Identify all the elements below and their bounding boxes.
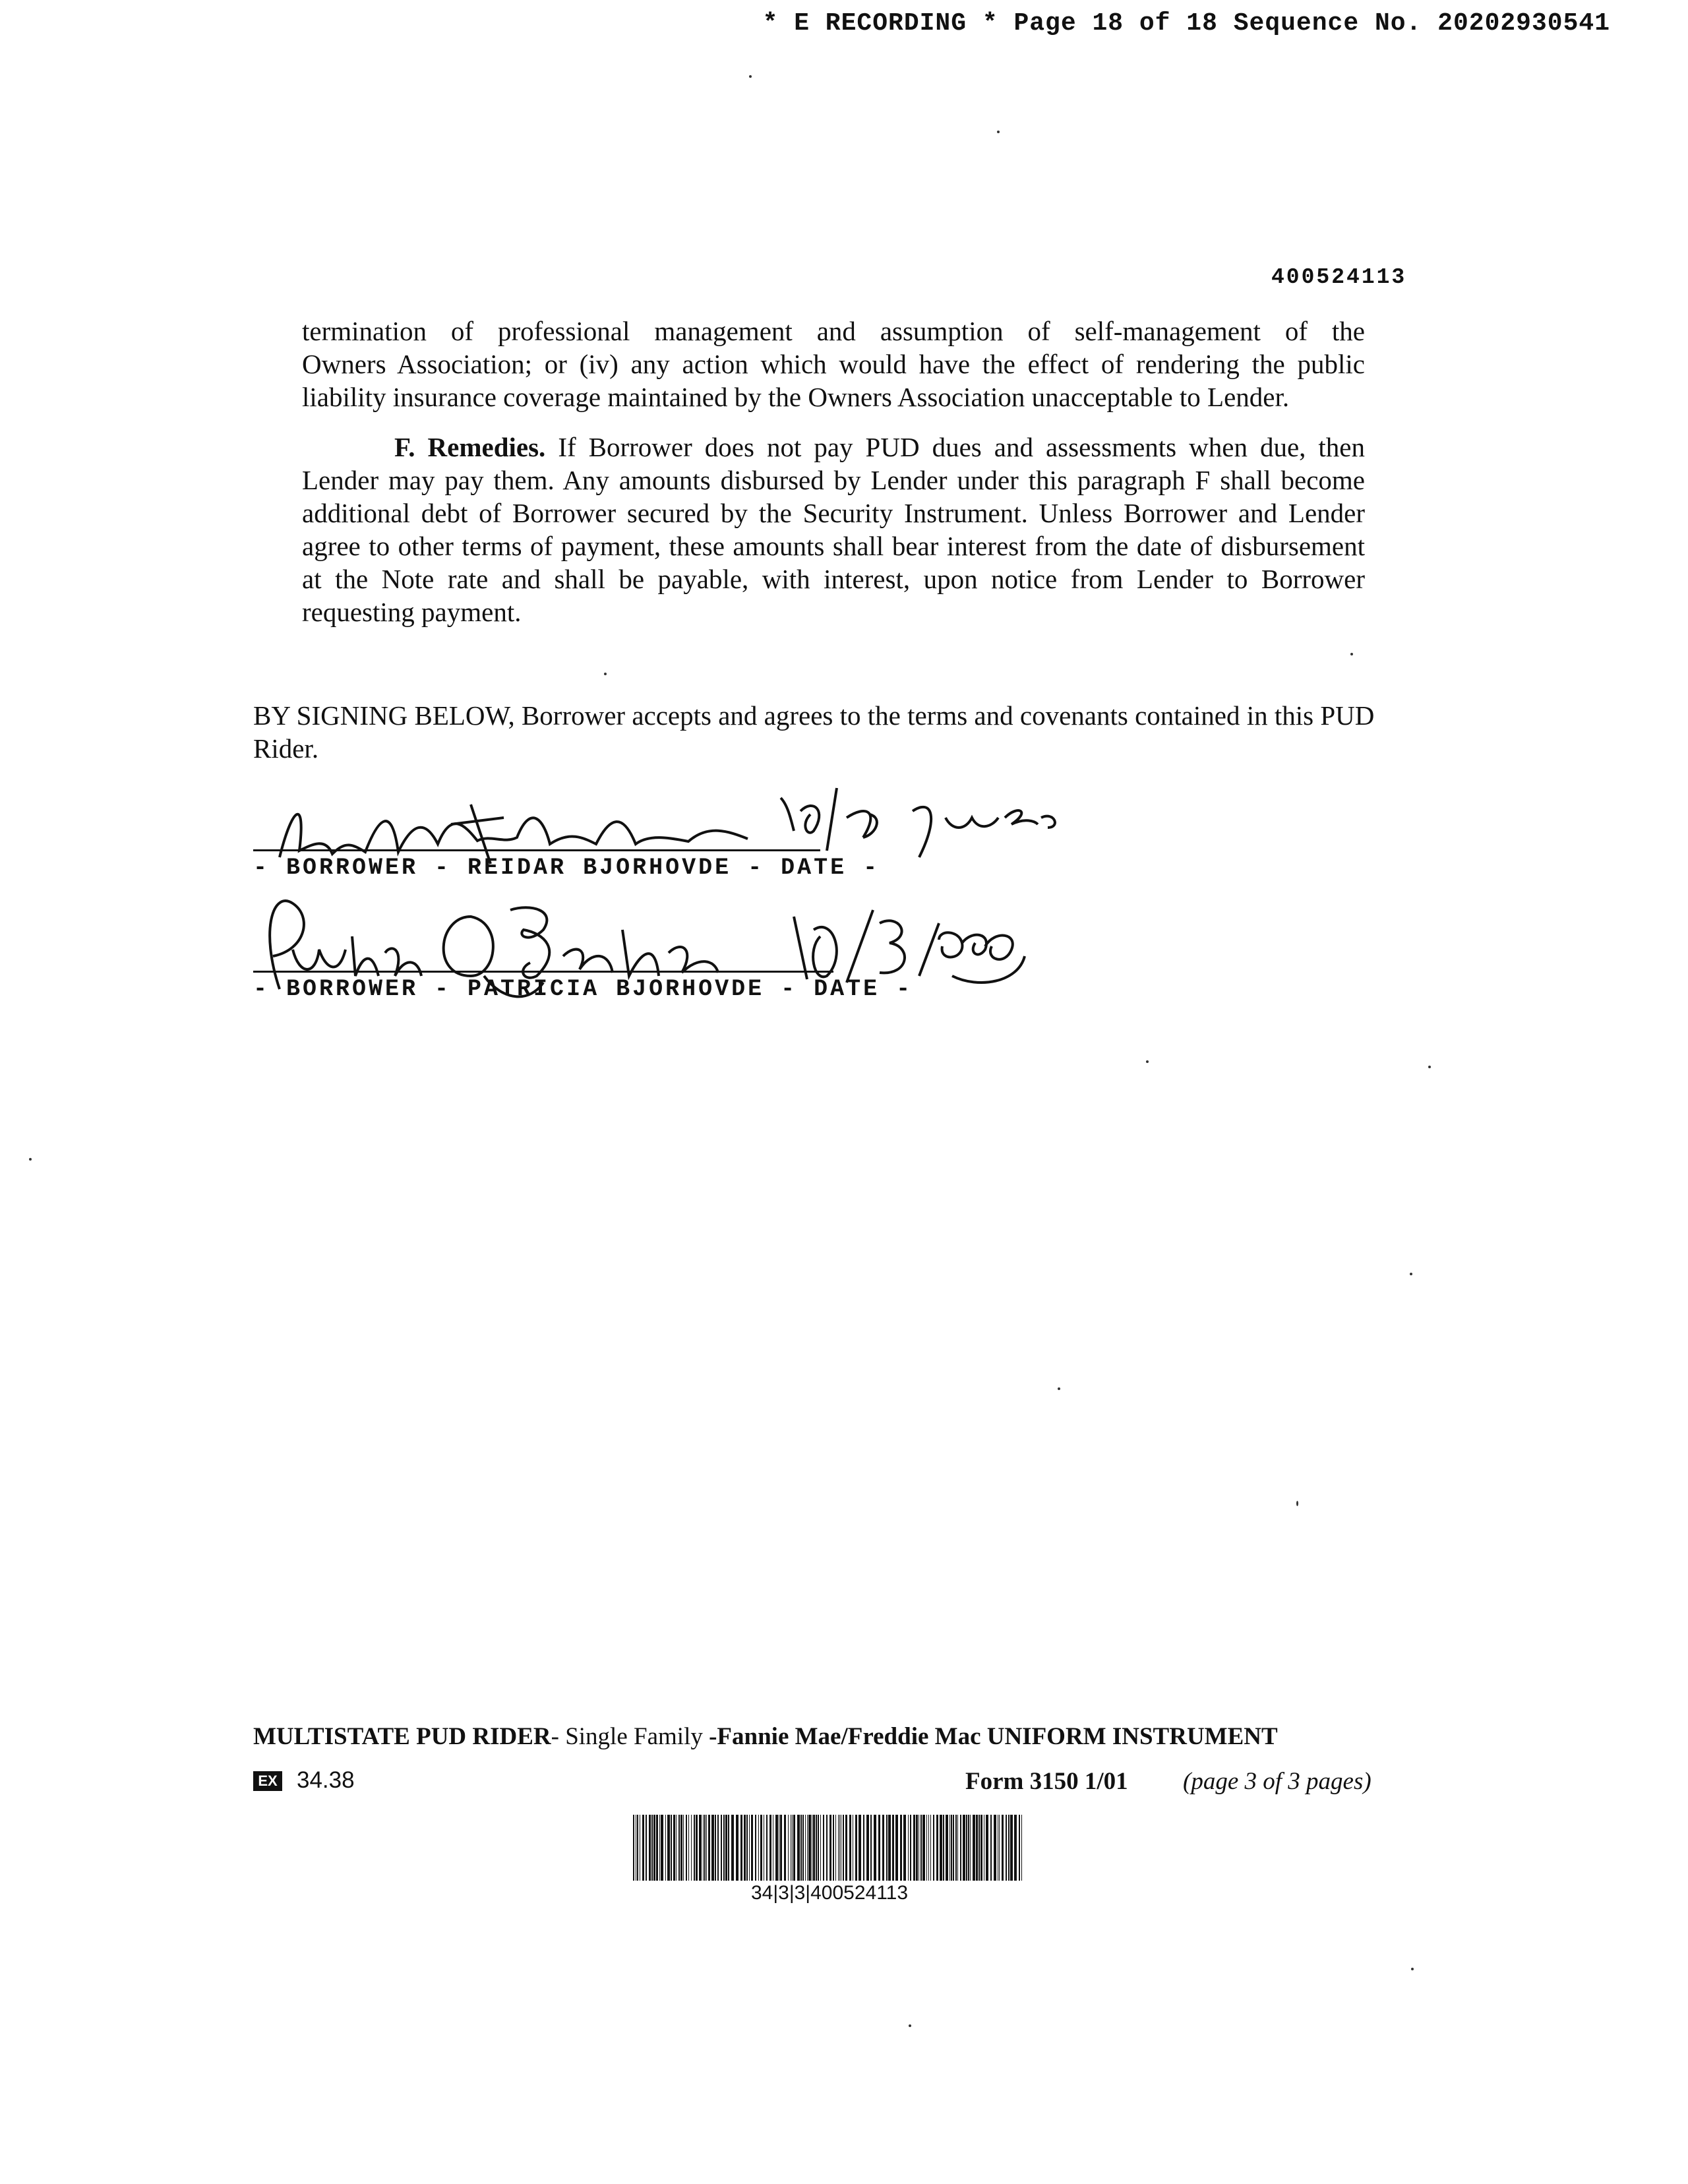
barcode-bar bbox=[1014, 1815, 1017, 1881]
barcode-bar bbox=[990, 1815, 992, 1881]
barcode-bar bbox=[642, 1815, 644, 1881]
barcode-bar bbox=[758, 1815, 759, 1881]
barcode-bar bbox=[926, 1815, 927, 1881]
barcode-bar bbox=[699, 1815, 702, 1881]
barcode-bar bbox=[805, 1815, 806, 1881]
barcode-bar bbox=[878, 1815, 880, 1881]
scan-speck bbox=[1428, 1066, 1431, 1068]
barcode-bar bbox=[717, 1815, 719, 1881]
scan-speck bbox=[749, 75, 752, 78]
barcode-bar bbox=[986, 1815, 988, 1881]
barcode-bar bbox=[711, 1815, 714, 1881]
barcode-bar bbox=[886, 1815, 888, 1881]
barcode-bar bbox=[694, 1815, 695, 1881]
page-info: (page 3 of 3 pages) bbox=[1183, 1768, 1372, 1795]
scan-speck bbox=[909, 2024, 911, 2027]
scan-speck bbox=[29, 1158, 32, 1161]
barcode-bar bbox=[704, 1815, 706, 1881]
barcode-bar bbox=[968, 1815, 969, 1881]
barcode-bar bbox=[826, 1815, 828, 1881]
barcode-bar bbox=[980, 1815, 982, 1881]
barcode-bar bbox=[691, 1815, 692, 1881]
form-title-part-3: -Fannie Mae/Freddie Mac UNIFORM INSTRUMENT bbox=[709, 1723, 1278, 1750]
barcode-bar bbox=[920, 1815, 922, 1881]
barcode-bar bbox=[833, 1815, 834, 1881]
barcode-bar bbox=[646, 1815, 647, 1881]
barcode-bar bbox=[999, 1815, 1000, 1881]
loan-number: 400524113 bbox=[1271, 265, 1407, 289]
barcode-bar bbox=[874, 1815, 876, 1881]
recording-header: * E RECORDING * Page 18 of 18 Sequence No. 20202930541 bbox=[762, 9, 1610, 38]
signature-block-1 bbox=[253, 778, 1110, 890]
barcode-bar bbox=[818, 1815, 819, 1881]
barcode-bar bbox=[793, 1815, 795, 1881]
barcode-bar bbox=[706, 1815, 707, 1881]
barcode-bar bbox=[746, 1815, 748, 1881]
barcode-bar bbox=[749, 1815, 750, 1881]
barcode-bar bbox=[1008, 1815, 1010, 1881]
signature-caption-2: - BORROWER - PATRICIA BJORHOVDE - DATE - bbox=[253, 976, 913, 1002]
barcode-bar bbox=[740, 1815, 742, 1881]
remedies-heading: F. Remedies. bbox=[394, 432, 546, 462]
continued-paragraph-line-3: liability insurance coverage maintained by the Owners Association unacceptable to Lender. bbox=[302, 382, 1290, 412]
scan-speck bbox=[1410, 1273, 1412, 1275]
barcode-bar bbox=[678, 1815, 680, 1881]
barcode-bar bbox=[680, 1815, 682, 1881]
barcode-bar bbox=[839, 1815, 840, 1881]
barcode-bar bbox=[637, 1815, 638, 1881]
barcode-bar bbox=[994, 1815, 996, 1881]
barcode-bar bbox=[829, 1815, 831, 1881]
barcode-bar bbox=[957, 1815, 958, 1881]
barcode-bar bbox=[1006, 1815, 1007, 1881]
barcode-bar bbox=[665, 1815, 666, 1881]
form-title bbox=[253, 1722, 1278, 1751]
barcode-bar bbox=[667, 1815, 670, 1881]
barcode-bar bbox=[755, 1815, 756, 1881]
ex-badge: EX bbox=[253, 1771, 282, 1791]
barcode-bar bbox=[802, 1815, 804, 1881]
barcode-bar bbox=[807, 1815, 808, 1881]
barcode-bar bbox=[943, 1815, 944, 1881]
barcode-bar bbox=[946, 1815, 948, 1881]
barcode-bar bbox=[788, 1815, 789, 1881]
barcode-bar bbox=[721, 1815, 722, 1881]
continued-paragraph-line-2: Owners Association; or (iv) any action which would have the effect of rendering the public bbox=[302, 349, 1365, 379]
barcode-bar bbox=[703, 1815, 704, 1881]
barcode-bar bbox=[813, 1815, 815, 1881]
barcode-bar bbox=[744, 1815, 746, 1881]
barcode-bar bbox=[688, 1815, 689, 1881]
barcode-bar bbox=[960, 1815, 961, 1881]
barcode-bar bbox=[808, 1815, 811, 1881]
barcode-bar bbox=[900, 1815, 902, 1881]
barcode-bar bbox=[928, 1815, 929, 1881]
barcode-bar bbox=[863, 1815, 864, 1881]
barcode-bar bbox=[845, 1815, 847, 1881]
continued-paragraph bbox=[302, 315, 1365, 413]
barcode-bar bbox=[676, 1815, 677, 1881]
barcode-bar bbox=[784, 1815, 786, 1881]
barcode-bar bbox=[725, 1815, 727, 1881]
barcode-bar bbox=[715, 1815, 716, 1881]
barcode-bar bbox=[913, 1815, 915, 1881]
barcode-bar bbox=[855, 1815, 857, 1881]
barcode-bar bbox=[870, 1815, 872, 1881]
barcode-bar bbox=[800, 1815, 802, 1881]
barcode-bar bbox=[633, 1815, 634, 1881]
barcode-bar bbox=[953, 1815, 954, 1881]
remedies-text: If Borrower does not pay PUD dues and assessments when due, then Lender may pay them. Any amounts disbursed by Lender under this paragraph F shall become additional debt of Borrower secured by the Security Instrument. Unless Borrower and Lender agree to other terms of payment, these amounts shall bear interest from the date of disbursement at the Note rate and shall be payable, with interest, upon notice from Lender to Borrower requesting payment. bbox=[302, 432, 1366, 627]
barcode-bar bbox=[882, 1815, 884, 1881]
barcode-bar bbox=[922, 1815, 925, 1881]
barcode-text: 34|3|3|400524113 bbox=[750, 1882, 909, 1904]
scan-speck bbox=[1411, 1968, 1414, 1970]
barcode-bar bbox=[936, 1815, 938, 1881]
barcode-bar bbox=[892, 1815, 894, 1881]
scan-speck bbox=[1350, 653, 1353, 655]
barcode-bar bbox=[820, 1815, 821, 1881]
barcode-bar bbox=[766, 1815, 768, 1881]
barcode-bar bbox=[823, 1815, 824, 1881]
barcode-bar bbox=[930, 1815, 931, 1881]
form-title-part-2: - Single Family bbox=[551, 1723, 709, 1750]
barcode-bar bbox=[723, 1815, 725, 1881]
barcode-bar bbox=[760, 1815, 762, 1881]
barcode-bar bbox=[1021, 1815, 1022, 1881]
barcode-bar bbox=[903, 1815, 906, 1881]
barcode-bar bbox=[780, 1815, 782, 1881]
scan-speck bbox=[1058, 1387, 1060, 1390]
barcode-bar bbox=[708, 1815, 710, 1881]
barcode-bar bbox=[797, 1815, 800, 1881]
barcode-bar bbox=[1002, 1815, 1004, 1881]
remedies-paragraph bbox=[302, 431, 1365, 628]
barcode-bar bbox=[933, 1815, 934, 1881]
barcode-bar bbox=[686, 1815, 687, 1881]
barcode-bar bbox=[888, 1815, 891, 1881]
barcode-bar bbox=[659, 1815, 660, 1881]
barcode-bar bbox=[671, 1815, 672, 1881]
barcode-bar bbox=[916, 1815, 918, 1881]
barcode-bar bbox=[973, 1815, 975, 1881]
barcode-bar bbox=[1019, 1815, 1020, 1881]
barcode-bar bbox=[866, 1815, 869, 1881]
barcode-bar bbox=[908, 1815, 909, 1881]
scan-speck bbox=[1146, 1060, 1149, 1063]
scan-speck bbox=[997, 131, 1000, 133]
scan-speck bbox=[604, 673, 607, 675]
barcode-bar bbox=[951, 1815, 952, 1881]
barcode-bar bbox=[696, 1815, 698, 1881]
barcode-bar bbox=[970, 1815, 971, 1881]
barcode-bar bbox=[656, 1815, 658, 1881]
barcode-bar bbox=[976, 1815, 978, 1881]
barcode-bar bbox=[673, 1815, 675, 1881]
barcode-bar bbox=[769, 1815, 771, 1881]
barcode-bar bbox=[816, 1815, 817, 1881]
barcode-bar bbox=[966, 1815, 967, 1881]
barcode-bar bbox=[979, 1815, 980, 1881]
form-title-part-1: MULTISTATE PUD RIDER bbox=[253, 1723, 551, 1750]
barcode-bar bbox=[775, 1815, 778, 1881]
form-code: 34.38 bbox=[297, 1767, 355, 1793]
barcode-bar bbox=[661, 1815, 663, 1881]
scan-speck bbox=[1296, 1501, 1298, 1506]
barcode-bar bbox=[963, 1815, 965, 1881]
barcode-bar bbox=[651, 1815, 653, 1881]
barcode-bar bbox=[653, 1815, 655, 1881]
barcode-bar bbox=[649, 1815, 651, 1881]
signing-statement: BY SIGNING BELOW, Borrower accepts and agrees to the terms and covenants contained in this PUD Rider. bbox=[253, 700, 1375, 764]
barcode-bar bbox=[838, 1815, 839, 1881]
barcode-bar bbox=[792, 1815, 793, 1881]
barcode-bar bbox=[843, 1815, 844, 1881]
barcode-bar bbox=[859, 1815, 861, 1881]
signature-line-1 bbox=[253, 849, 820, 851]
barcode-bar bbox=[940, 1815, 942, 1881]
barcode-bar bbox=[736, 1815, 738, 1881]
form-number: Form 3150 1/01 bbox=[965, 1768, 1128, 1795]
barcode-bar bbox=[1010, 1815, 1013, 1881]
signature-line-2 bbox=[253, 971, 833, 973]
barcode-bar bbox=[955, 1815, 957, 1881]
barcode-bar bbox=[728, 1815, 729, 1881]
barcode-bar bbox=[849, 1815, 851, 1881]
continued-paragraph-line-1: termination of professional management and assumption of self-management of the bbox=[302, 316, 1365, 346]
barcode-bar bbox=[895, 1815, 898, 1881]
barcode-bar bbox=[751, 1815, 753, 1881]
barcode-bar bbox=[910, 1815, 911, 1881]
barcode-bar bbox=[731, 1815, 734, 1881]
form-info-row bbox=[253, 1767, 1407, 1800]
barcode-bar bbox=[683, 1815, 684, 1881]
signature-block-2 bbox=[253, 877, 1110, 1009]
barcode bbox=[633, 1815, 1026, 1881]
signature-caption-1: - BORROWER - REIDAR BJORHOVDE - DATE - bbox=[253, 855, 880, 881]
barcode-bar bbox=[835, 1815, 836, 1881]
